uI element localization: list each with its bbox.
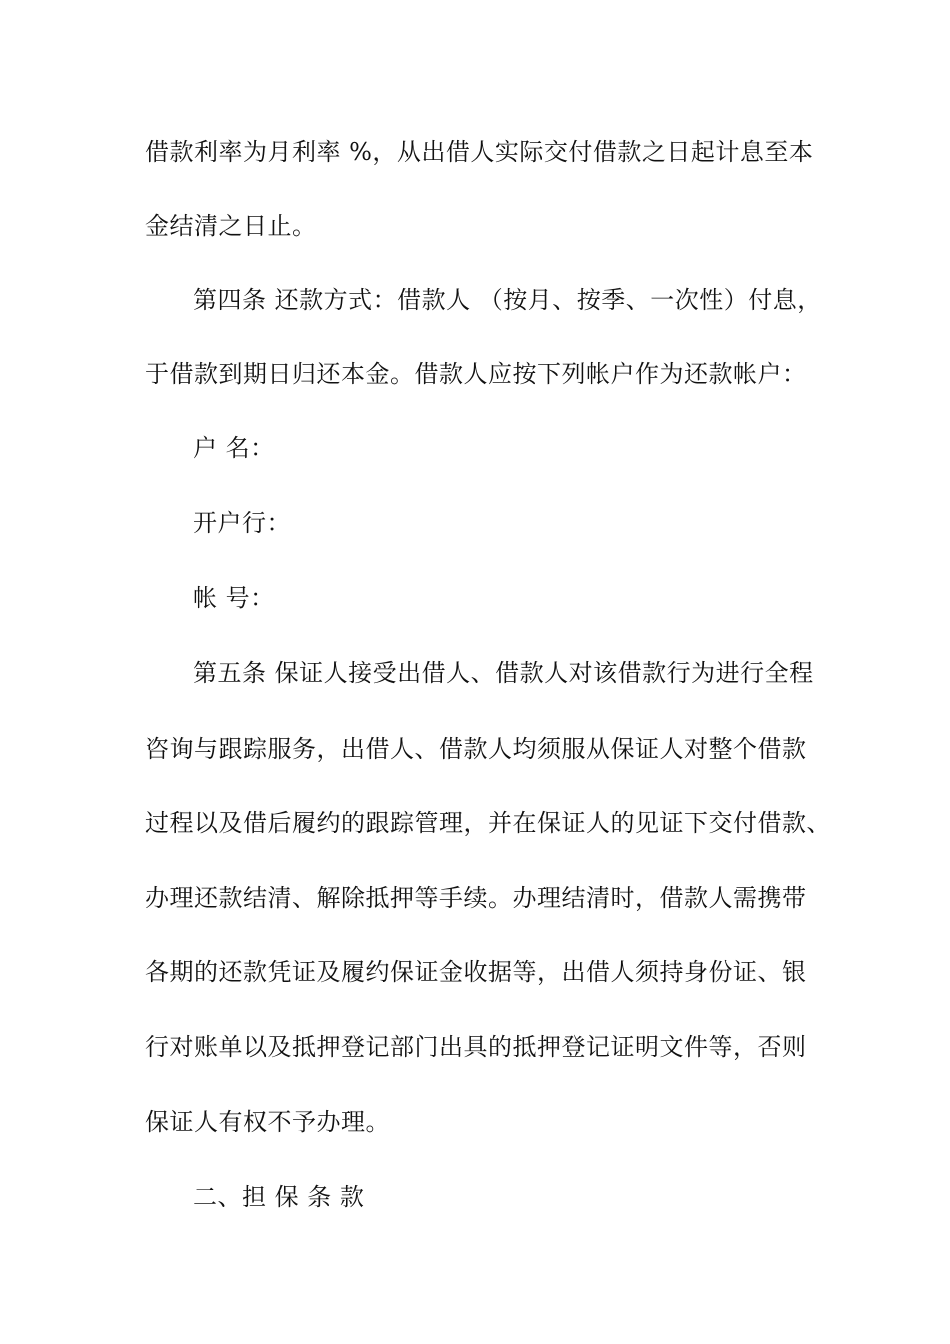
- article-5-line-6: 行对账单以及抵押登记部门出具的抵押登记证明文件等，否则: [145, 1033, 807, 1061]
- article-5-line-4: 办理还款结清、解除抵押等手续。办理结清时，借款人需携带: [145, 884, 807, 912]
- section-heading-guarantee-clauses: 二、担 保 条 款: [193, 1183, 365, 1211]
- paragraph-line-interest-end: 金结清之日止。: [145, 212, 317, 240]
- article-5-line-3: 过程以及借后履约的跟踪管理，并在保证人的见证下交付借款、: [145, 809, 831, 837]
- article-5-heading-line: 第五条 保证人接受出借人、借款人对该借款行为进行全程: [193, 659, 814, 687]
- article-4-repayment-line: 于借款到期日归还本金。借款人应按下列帐户作为还款帐户：: [145, 360, 807, 388]
- article-5-line-2: 咨询与跟踪服务，出借人、借款人均须服从保证人对整个借款: [145, 735, 807, 763]
- paragraph-line-interest-rate: 借款利率为月利率 %，从出借人实际交付借款之日起计息至本: [145, 138, 814, 166]
- article-5-line-5: 各期的还款凭证及履约保证金收据等，出借人须持身份证、银: [145, 958, 807, 986]
- account-number-label: 帐 号：: [193, 584, 275, 612]
- account-bank-label: 开户行：: [193, 509, 291, 537]
- article-4-heading-line: 第四条 还款方式：借款人 （按月、按季、一次性）付息，: [193, 286, 822, 314]
- article-5-line-7: 保证人有权不予办理。: [145, 1108, 390, 1136]
- account-name-label: 户 名：: [193, 434, 275, 462]
